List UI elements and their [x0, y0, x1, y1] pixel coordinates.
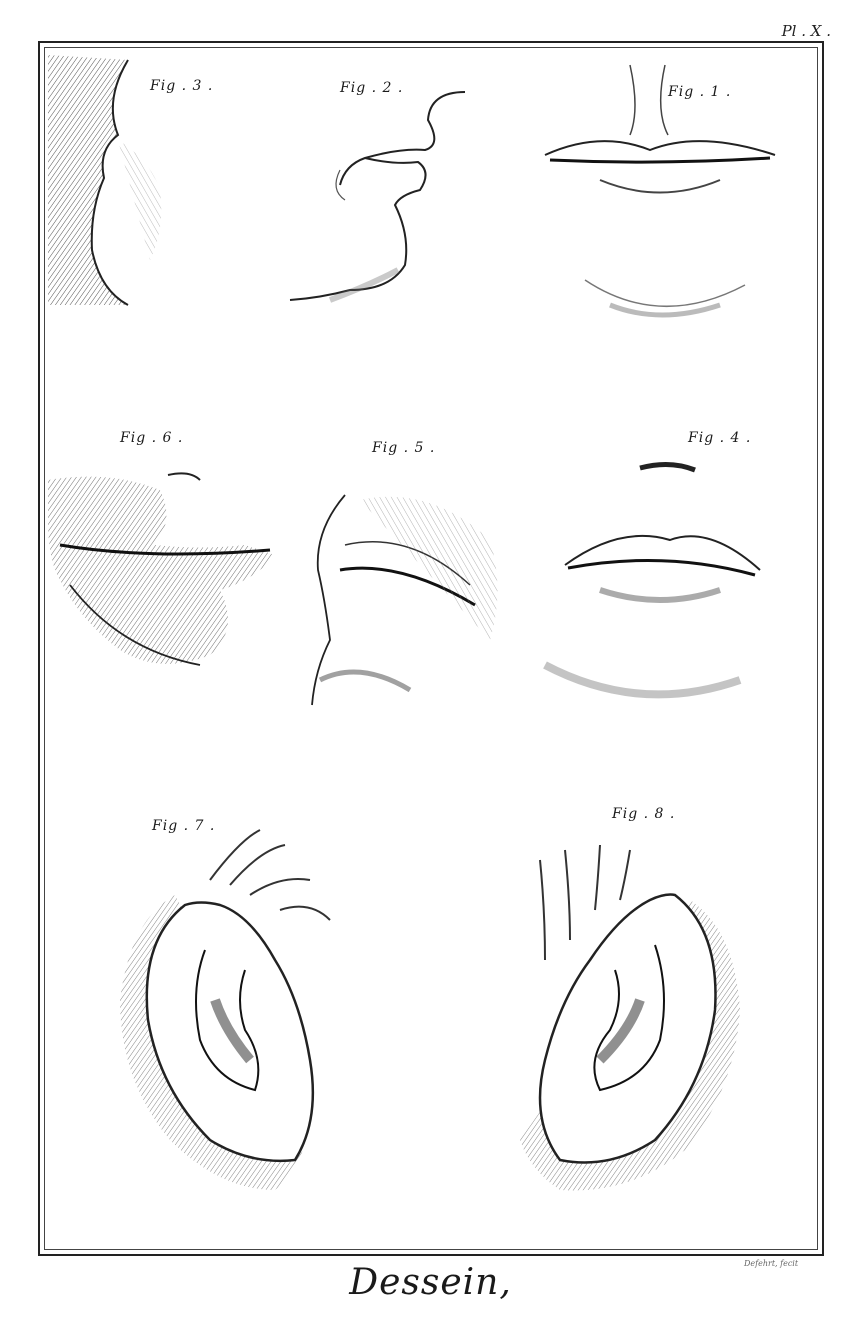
fig-4-mouth-front-shaded	[545, 464, 760, 694]
fig-4-label: Fig . 4 .	[688, 430, 752, 446]
fig-2-label: Fig . 2 .	[340, 80, 404, 96]
fig-7-label: Fig . 7 .	[152, 818, 216, 834]
fig-6-label: Fig . 6 .	[120, 430, 184, 446]
fig-3-label: Fig . 3 .	[150, 78, 214, 94]
plate-number: Pl . X .	[781, 22, 831, 40]
fig-6-mouth-three-quarter-shaded	[48, 473, 275, 665]
fig-7-left-ear	[120, 830, 330, 1190]
fig-5-mouth-three-quarter	[312, 495, 498, 705]
fig-8-label: Fig . 8 .	[612, 806, 676, 822]
plate-title: Dessein,	[349, 1262, 512, 1303]
fig-1-mouth-front	[545, 65, 775, 315]
engraver-signature: Defehrt, fecit	[744, 1259, 799, 1268]
fig-8-right-ear	[520, 845, 740, 1191]
fig-3-mouth-profile-shaded	[48, 55, 161, 305]
fig-1-label: Fig . 1 .	[668, 84, 732, 100]
fig-5-label: Fig . 5 .	[372, 440, 436, 456]
fig-2-mouth-profile	[290, 92, 465, 300]
